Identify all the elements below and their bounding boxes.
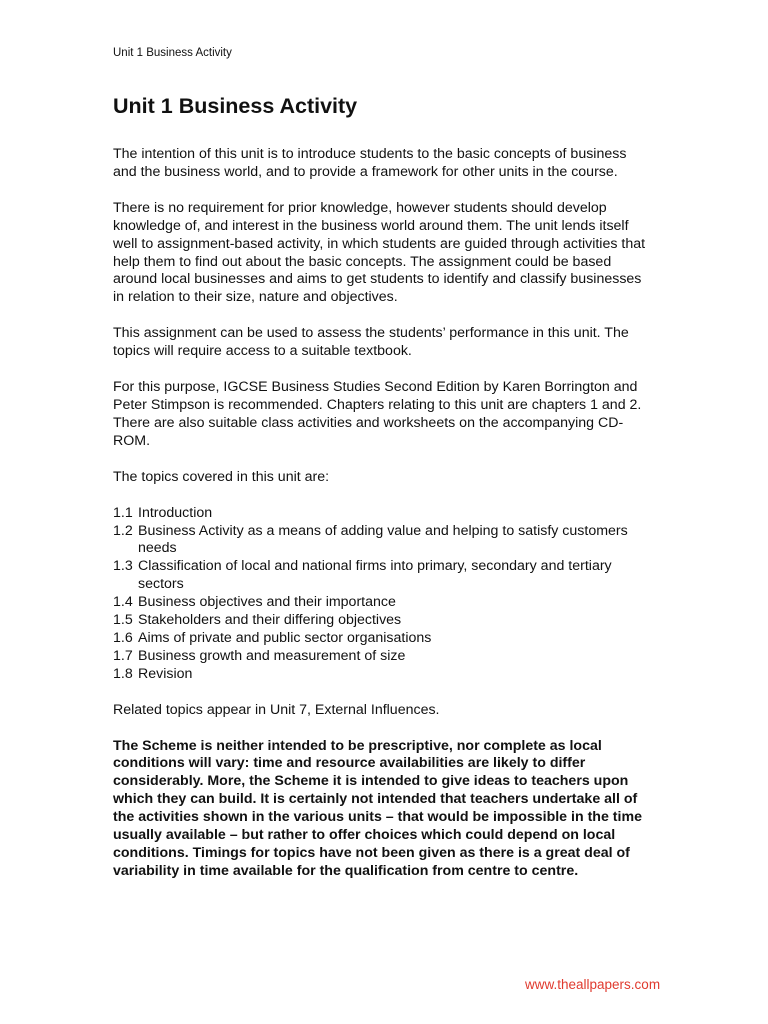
textbook-paragraph: For this purpose, IGCSE Business Studies Second Edition by Karen Borrington and Peter Stimpson is recommended. Chapters relating to this unit are chapters 1 and 2. There are also suitable class activities and worksheets on the accompanying CD-ROM. <box>113 379 642 449</box>
document-body <box>113 146 653 881</box>
page-title: Unit 1 Business Activity <box>113 94 358 118</box>
topic-item <box>113 558 653 594</box>
topic-number: 1.7 <box>113 647 133 664</box>
topic-number: 1.6 <box>113 629 133 646</box>
topic-number: 1.2 <box>113 522 133 539</box>
topic-number: 1.5 <box>113 612 133 629</box>
topics-intro-paragraph: The topics covered in this unit are: <box>113 468 330 485</box>
topic-item <box>113 630 653 648</box>
running-header: Unit 1 Business Activity <box>113 47 232 59</box>
topic-number: 1.4 <box>113 594 133 611</box>
topic-text: Classification of local and national firms into primary, secondary and tertiary sectors <box>138 558 612 593</box>
topic-item <box>113 594 653 612</box>
prior-knowledge-paragraph: There is no requirement for prior knowledge, however students should develop knowledge of, and interest in the business world around them. The unit lends itself well to assignment-based activity, in which students are guided through activities that help them to find out about the basic concepts. The assignment could be based around local businesses and aims to get students to identify and classify businesses in relation to their size, nature and objectives. <box>113 199 646 306</box>
topic-text: Business Activity as a means of adding value and helping to satisfy customers needs <box>138 522 628 557</box>
related-topics-paragraph: Related topics appear in Unit 7, External Influences. <box>113 701 440 718</box>
topic-item <box>113 523 653 559</box>
topic-item <box>113 505 653 523</box>
topic-number: 1.1 <box>113 504 133 521</box>
topic-item <box>113 648 653 666</box>
topic-item <box>113 612 653 630</box>
assessment-paragraph: This assignment can be used to assess the students’ performance in this unit. The topics will require access to a suitable textbook. <box>113 325 629 360</box>
scheme-disclaimer: The Scheme is neither intended to be prescriptive, nor complete as local conditions will vary: time and resource availabilities are likely to differ considerably. More, the Scheme it is intended to give ideas to teachers upon which they can build. It is certainly not intended that teachers undertake all of the activities shown in the various units – that would be impossible in the time usually available – but rather to offer choices which could depend on local conditions. Timings for topics have not been given as there is a great deal of variability in time available for the qualification from centre to centre. <box>113 737 642 879</box>
topic-item <box>113 666 653 684</box>
topic-number: 1.8 <box>113 665 133 682</box>
topic-text: Stakeholders and their differing objectives <box>138 612 402 629</box>
topic-text: Introduction <box>138 504 213 521</box>
footer-website-link[interactable]: www.theallpapers.com <box>525 977 661 992</box>
topic-text: Business objectives and their importance <box>138 594 396 611</box>
intro-paragraph: The intention of this unit is to introduce students to the basic concepts of business and the business world, and to provide a framework for other units in the course. <box>113 146 627 180</box>
topic-text: Business growth and measurement of size <box>138 647 406 664</box>
topic-text: Revision <box>138 665 193 682</box>
topics-list <box>113 505 653 684</box>
topic-number: 1.3 <box>113 558 133 575</box>
topic-text: Aims of private and public sector organisations <box>138 629 432 646</box>
